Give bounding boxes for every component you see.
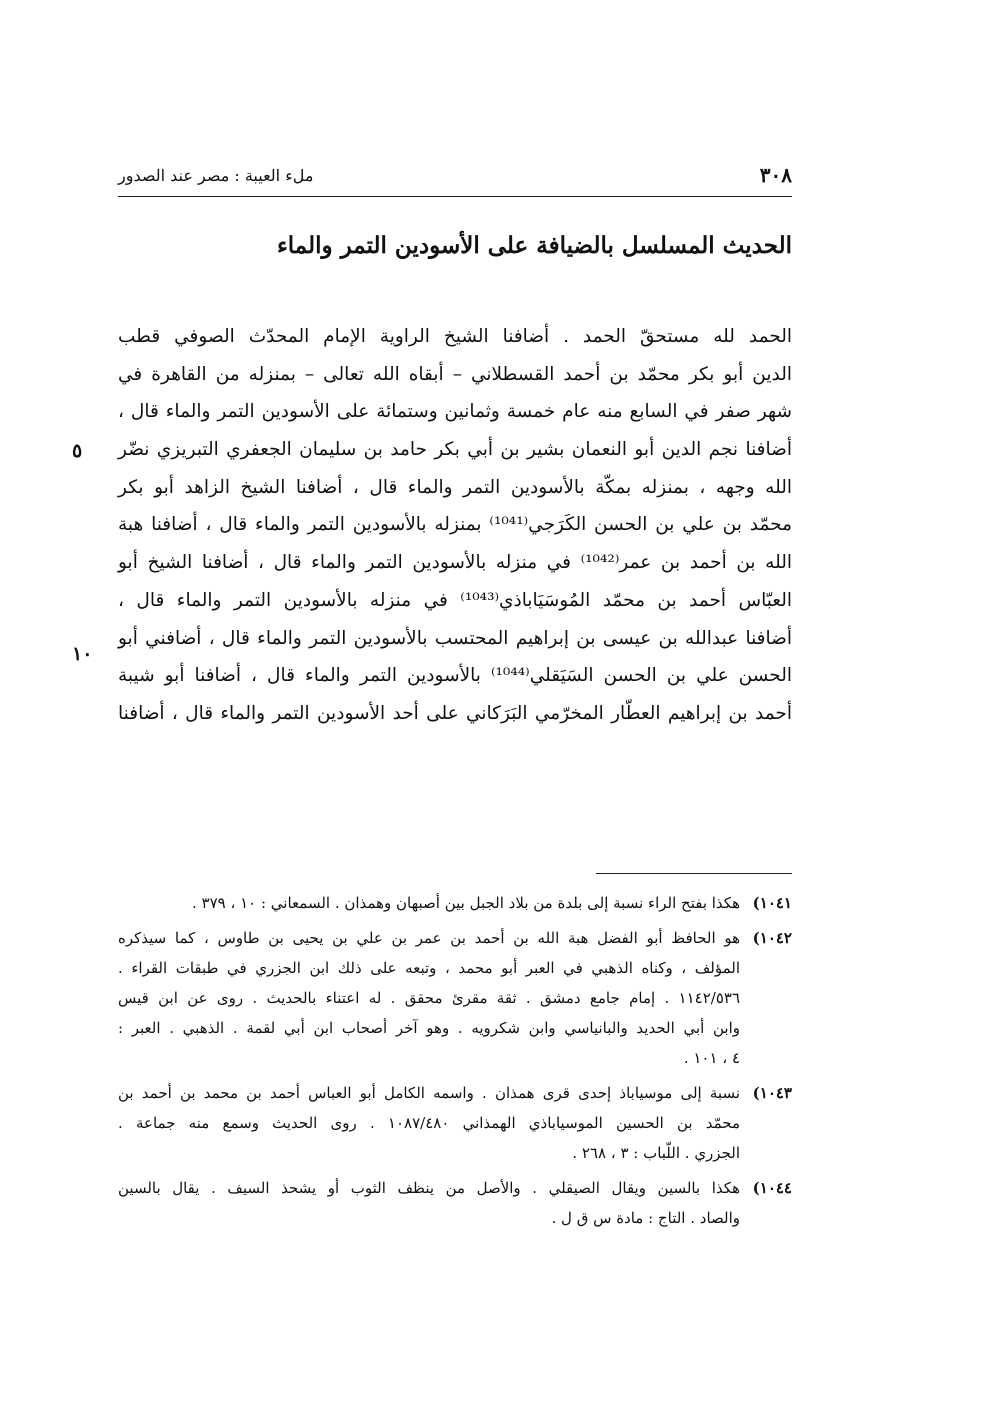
page-number: ٣٠٨ [759,163,792,187]
footnote-line: المؤلف ، وكناه الذهبي في العبر أبو محمد ، وتبعه على ذلك ابن الجزري في طبقات القراء . [118,959,740,977]
running-title: ملء العيبة : مصر عند الصدور [118,165,314,185]
footnote-line: والصاد . التاج : مادة س ق ل . [551,1209,740,1227]
body-line: أحمد بن إبراهيم العطّار المخرّمي البَرَكاني على أحد الأسودين التمر والماء قال ، أضافنا [118,702,792,724]
body-line: أضافنا عبدالله بن عيسى بن إبراهيم المحتسب بالأسودين التمر والماء قال ، أضافني أبو [118,627,792,649]
footnote [118,888,792,918]
body-line: الحمد لله مستحقّ الحمد . أضافنا الشيخ الراوية الإمام المحدّث الصوفي قطب [118,326,792,347]
footnote-number: ١٠٤٣) [752,1084,792,1102]
body-line: شهر صفر في السابع منه عام خمسة وثمانين وستمائة على الأسودين التمر والماء قال ، [118,401,792,423]
body-line: الحسن علي بن الحسن السَيَقلي⁽¹⁰⁴⁴⁾ بالأسودين التمر والماء قال ، أضافنا أبو شيبة [118,665,792,687]
section-title: الحديث المسلسل بالضيافة على الأسودين التمر والماء [276,232,792,259]
line-number-5: ٥ [72,440,83,462]
footnote-number: ١٠٤٤) [752,1179,792,1197]
footnote-line: محمّد بن الحسين الموسياباذي الهمذاني ١٠٨٧/٤٨٠ . روى الحديث وسمع منه جماعة . [118,1114,740,1132]
header-rule [118,196,792,197]
footnote-line: هو الحافظ أبو الفضل هبة الله بن أحمد بن عمر بن علي بن يحيى بن طاوس ، كما سيذكره [118,929,740,947]
footnote-number: ١٠٤١) [752,894,792,912]
footnote-line: نسبة إلى موسياباذ إحدى قرى همذان . واسمه الكامل أبو العباس أحمد بن محمد بن أحمد بن [118,1084,740,1102]
line-number-10: ١٠ [72,643,93,665]
footnote-line: ١١٤٢/٥٣٦ . إمام جامع دمشق . ثقة مقرئ محقق . له اعتناء بالحديث . روى عن ابن قيس [118,989,740,1007]
footnote [118,923,792,1073]
body-line: أضافنا نجم الدين أبو النعمان بشير بن أبي بكر حامد بن سليمان الجعفري التبريزي نضّر [118,439,792,461]
body-line: العبّاس أحمد بن محمّد المُوسَيَاباذي⁽¹⁰⁴³⁾ في منزله بالأسودين التمر والماء قال ، [118,589,792,611]
footnote-line: هكذا بفتح الراء نسبة إلى بلدة من بلاد الجبل بين أصبهان وهمذان . السمعاني : ١٠ ، ٣٧٩ . [191,894,740,912]
footnote-line: هكذا بالسين ويقال الصيقلي . والأصل من ينظف الثوب أو يشحذ السيف . يقال بالسين [118,1179,740,1197]
footnote-line: الجزري . اللّباب : ٣ ، ٢٦٨ . [572,1144,740,1162]
footnote-line: ٤ ، ١٠١ . [683,1049,740,1067]
footnote-rule [596,873,792,874]
body-line: الله وجهه ، بمنزله بمكّة بالأسودين التمر والماء قال ، أضافنا الشيخ الزاهد أبو بكر [118,476,792,498]
footnotes [118,888,792,1238]
footnote-number: ١٠٤٢) [752,929,792,947]
footnote [118,1078,792,1168]
body-line: الله بن أحمد بن عمر⁽¹⁰⁴²⁾ في منزله بالأسودين التمر والماء قال ، أضافنا الشيخ أبو [118,552,793,574]
running-head [118,157,792,193]
footnote [118,1173,792,1233]
body-line: محمّد بن علي بن الحسن الكَرَجي⁽¹⁰⁴¹⁾ بمنزله بالأسودين التمر والماء قال ، أضافنا هبة [118,514,792,536]
body-line: الدين أبو بكر محمّد بن أحمد القسطلاني – أبقاه الله تعالى – بمنزله من القاهرة في [118,363,792,385]
body-text [118,318,792,733]
footnote-line: وابن أبي الحديد والبانياسي وابن شكرويه . وهو آخر أصحاب ابن أبي لقمة . الذهبي . العبر : [118,1019,740,1037]
